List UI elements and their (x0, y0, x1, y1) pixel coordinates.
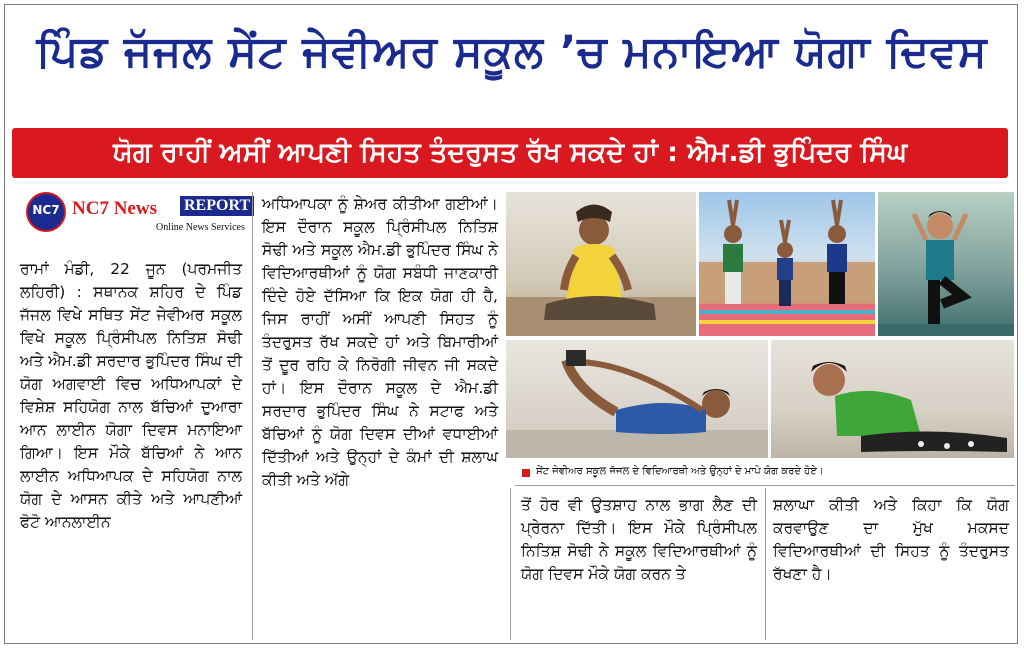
nc7-logo (20, 188, 251, 236)
logo-report: REPORT (180, 196, 254, 216)
article-column-3: ਤੋਂ ਹੋਰ ਵੀ ਉਤਸ਼ਾਹ ਨਾਲ ਭਾਗ ਲੈਣ ਦੀ ਪ੍ਰੇਰਨਾ ਦਿੱਤੀ। ਇਸ ਮੌਕੇ ਪ੍ਰਿੰਸੀਪਲ ਨਿਤਿਸ਼ ਸੋਢੀ ਨੇ ਸਕੂਲ ਵਿਦਿਆਰਥੀਆਂ ਨੂੰ ਯੋਗ ਦਿਵਸ ਮੌਕੇ ਯੋਗ ਕਰਨ ਤੇ (521, 496, 757, 583)
headline: ਪਿੰਡ ਜੱਜਲ ਸੇਂਟ ਜੇਵੀਅਰ ਸਕੂਲ ’ਚ ਮਨਾਇਆ ਯੋਗਾ ਦਿਵਸ (36, 27, 988, 77)
subheadline: ਯੋਗ ਰਾਹੀਂ ਅਸੀਂ ਆਪਣੀ ਸਿਹਤ ਤੰਦਰੁਸਤ ਰੱਖ ਸਕਦੇ ਹਾਂ : ਐਮ.ਡੀ ਭੁਪਿੰਦਰ ਸਿੰਘ (112, 137, 908, 168)
nc7-badge-icon (26, 192, 66, 232)
photo-woman-tree-pose (878, 192, 1014, 336)
nc7-badge-text: NC7 (32, 203, 60, 217)
photo-girl-meditating (506, 192, 696, 336)
column-divider (765, 488, 766, 640)
caption-divider (515, 485, 1015, 486)
subheadline-banner (12, 128, 1008, 178)
article-column-4: ਸ਼ਲਾਘਾ ਕੀਤੀ ਅਤੇ ਕਿਹਾ ਕਿ ਯੋਗ ਕਰਵਾਉਣ ਦਾ ਮੁੱਖ ਮਕਸਦ ਵਿਦਿਆਰਥੀਆਂ ਦੀ ਸਿਹਤ ਨੂੰ ਤੰਦਰੁਸਤ ਰੱਖਣਾ ਹੈ। (773, 496, 1009, 583)
logo-brand: NC7 News (72, 198, 157, 219)
photo-boy-bow-pose (506, 340, 768, 458)
photo-family-tree-pose (699, 192, 875, 336)
article-column-2: ਅਧਿਆਪਕਾ ਨੂੰ ਸ਼ੇਅਰ ਕੀਤੀਆ ਗਈਆਂ। ਇਸ ਦੌਰਾਨ ਸਕੂਲ ਪ੍ਰਿੰਸੀਪਲ ਨਿਤਿਸ਼ ਸੋਢੀ ਅਤੇ ਸਕੂਲ ਐਮ.ਡੀ ਭੁਪਿੰਦਰ ਸਿੰਘ ਨੇ ਵਿਦਿਆਰਥੀਆਂ ਨੂੰ ਯੋਗ ਸਬੰਧੀ ਜਾਣਕਾਰੀ ਦਿੰਦੇ ਹੋਏ ਦੱਸਿਆ ਕਿ ਇਕ ਯੋਗ ਹੀ ਹੈ, ਜਿਸ ਰਾਹੀਂ ਅਸੀਂ ਆਪਣੀ ਸਿਹਤ ਨੂੰ ਤੰਦਰੁਸਤ ਰੱਖ ਸਕਦੇ ਹਾਂ ਅਤੇ ਬਿਮਾਰੀਆਂ ਤੋਂ ਦੂਰ ਰਹਿ ਕੇ ਨਿਰੋਗੀ ਜੀਵਨ ਜੀ ਸਕਦੇ ਹਾਂ। ਇਸ ਦੌਰਾਨ ਸਕੂਲ ਦੇ ਐਮ.ਡੀ ਸਰਦਾਰ ਭੁਪਿੰਦਰ ਸਿੰਘ ਨੇ ਸਟਾਫ ਅਤੇ ਬੱਚਿਆਂ ਨੂੰ ਯੋਗ ਦਿਵਸ ਦੀਆਂ ਵਧਾਈਆਂ ਦਿੱਤੀਆਂ ਅਤੇ ਉਨ੍ਹਾਂ ਦੇ ਕੰਮਾਂ ਦੀ ਸ਼ਲਾਘ ਕੀਤੀ ਅਤੇ ਅੱਗੇ (262, 195, 498, 489)
logo-tagline: Online News Services (156, 222, 245, 233)
column-divider (510, 488, 511, 640)
column-divider (252, 192, 253, 640)
article-column-1: ਰਾਮਾਂ ਮੰਡੀ, 22 ਜੂਨ (ਪਰਮਜੀਤ ਲਹਿਰੀ) : ਸਥਾਨਕ ਸ਼ਹਿਰ ਦੇ ਪਿੰਡ ਜੱਜਲ ਵਿਖੇ ਸਥਿਤ ਸੇਂਟ ਜੇਵੀਅਰ ਸਕੂਲ ਵਿਖੇ ਸਕੂਲ ਪ੍ਰਿੰਸੀਪਲ ਨਿਤਿਸ਼ ਸੋਢੀ ਅਤੇ ਐਮ.ਡੀ ਸਰਦਾਰ ਭੁਪਿੰਦਰ ਸਿੰਘ ਦੀ ਯੋਗ ਅਗਵਾਈ ਵਿਚ ਅਧਿਆਪਕਾਂ ਦੇ ਵਿਸ਼ੇਸ਼ ਸਹਿਯੋਗ ਨਾਲ ਬੱਚਿਆਂ ਦੁਆਰਾ ਆਨ ਲਾਈਨ ਯੋਗਾ ਦਿਵਸ ਮਨਾਇਆ ਗਿਆ। ਇਸ ਮੌਕੇ ਬੱਚਿਆਂ ਨੇ ਆਨ ਲਾਈਨ ਅਧਿਆਪਕ ਦੇ ਸਹਿਯੋਗ ਨਾਲ ਯੋਗ ਦੇ ਆਸਨ ਕੀਤੇ ਅਤੇ ਆਪਣੀਆਂ ਫੋਟੋ ਆਨਲਾਈਨ (20, 260, 242, 531)
photo-caption: ਸੇਂਟ ਜੇਵੀਅਰ ਸਕੂਲ ਜੱਜਲ ਦੇ ਵਿਦਿਆਰਥੀ ਅਤੇ ਉਨ੍ਹਾਂ ਦੇ ਮਾਪੇ ਯੋਗ ਕਰਦੇ ਹੋਏ। (536, 466, 824, 477)
photo-girl-stretch-pose (771, 340, 1014, 458)
photo-collage (506, 192, 1014, 458)
caption-marker-icon (522, 469, 530, 477)
